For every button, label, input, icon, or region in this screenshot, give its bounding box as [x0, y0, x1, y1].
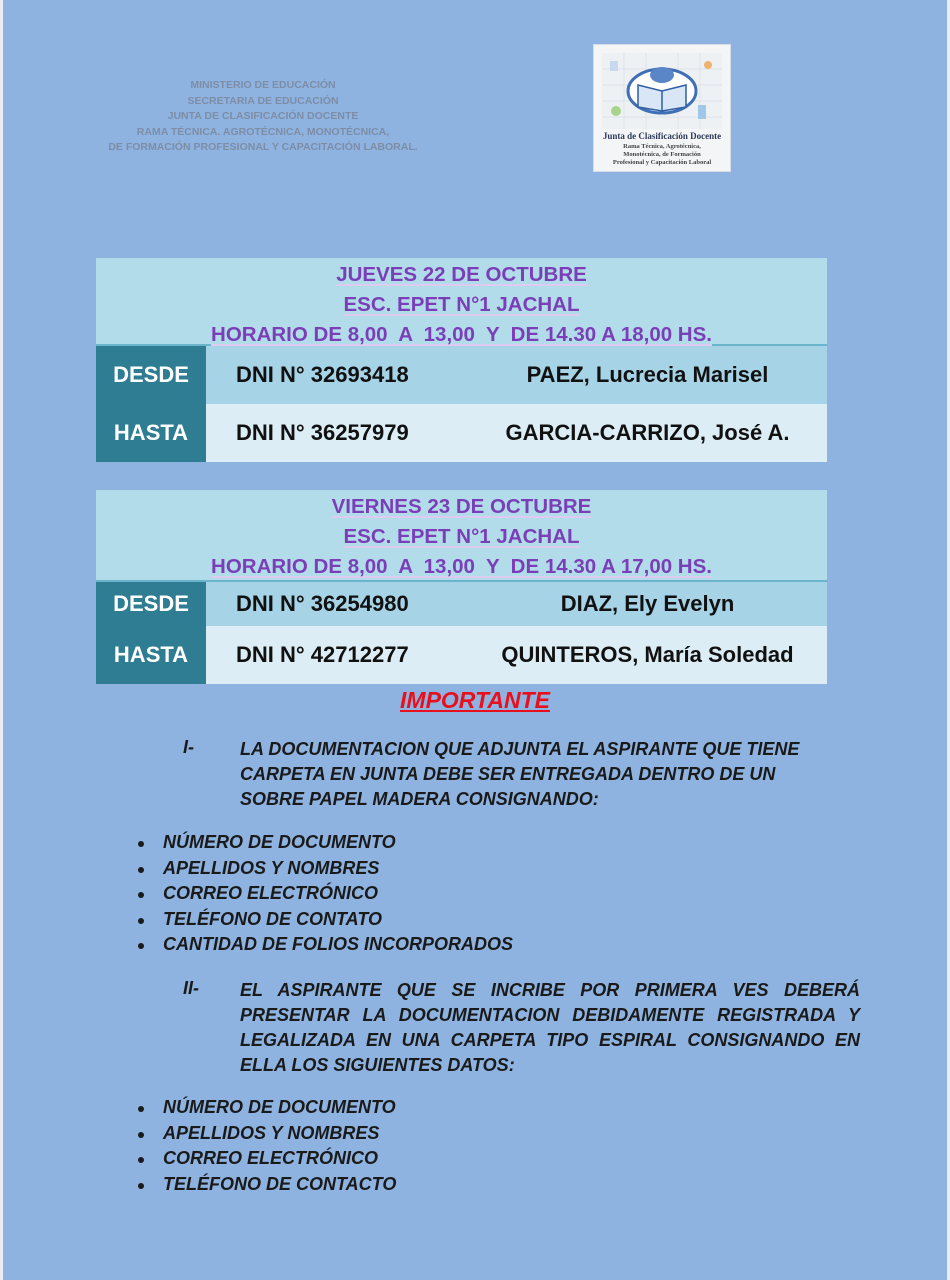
range-row-to [96, 626, 827, 684]
section-number: II- [183, 978, 199, 998]
header-line: SECRETARIA DE EDUCACIÓN [187, 94, 339, 107]
list-item: CORREO ELECTRÓNICO [138, 881, 513, 907]
section-number: I- [183, 737, 194, 757]
list-item: TELÉFONO DE CONTATO [138, 907, 513, 933]
schedule-hours: HORARIO DE 8,00 A 13,00 Y DE 14.30 A 17,00 HS. [211, 555, 712, 578]
header-line: RAMA TÉCNICA. AGROTÉCNICA, MONOTÉCNICA, [136, 125, 390, 138]
list-item: TELÉFONO DE CONTACTO [138, 1172, 396, 1198]
document-page [3, 0, 947, 1280]
schedule-school: ESC. EPET N°1 JACHAL [343, 525, 580, 548]
logo-subtitle: Rama Técnica, Agrotécnica, Monotécnica, de Formación Profesional y Capacitación Laboral [612, 143, 712, 166]
bullet-list [138, 830, 513, 958]
range-name: GARCIA-CARRIZO, José A. [505, 420, 790, 445]
range-row-from [96, 582, 827, 626]
range-dni: DNI N° 36257979 [236, 420, 409, 445]
schedule-hours: HORARIO DE 8,00 A 13,00 Y DE 14.30 A 18,00 HS. [211, 323, 712, 346]
bullet-list [138, 1095, 396, 1197]
range-label: HASTA [96, 626, 206, 684]
section-text: EL ASPIRANTE QUE SE INCRIBE POR PRIMERA VES DEBERÁ PRESENTAR LA DOCUMENTACION DEBIDAMENTE REGISTRADA Y LEGALIZADA EN UNA CARPETA TIPO ESPIRAL CONSIGNANDO EN ELLA LOS SIGUIENTES DATOS: [240, 980, 860, 1075]
range-dni: DNI N° 42712277 [236, 642, 409, 667]
range-name: DIAZ, Ely Evelyn [560, 591, 735, 616]
schedule-thursday [96, 258, 827, 462]
list-item: NÚMERO DE DOCUMENTO [138, 830, 513, 856]
book-emblem-icon [594, 45, 730, 131]
range-name: PAEZ, Lucrecia Marisel [526, 362, 769, 387]
list-item: CORREO ELECTRÓNICO [138, 1146, 396, 1172]
header-line: DE FORMACIÓN PROFESIONAL Y CAPACITACIÓN LABORAL. [108, 141, 418, 153]
important-title: IMPORTANTE [400, 687, 550, 713]
logo-title: Junta de Clasificación Docente [602, 131, 722, 141]
schedule-day: JUEVES 22 DE OCTUBRE [336, 263, 587, 286]
section-text: LA DOCUMENTACION QUE ADJUNTA EL ASPIRANTE QUE TIENE CARPETA EN JUNTA DEBE SER ENTREGADA DENTRO DE UN SOBRE PAPEL MADERA CONSIGNANDO: [240, 739, 800, 809]
list-item: APELLIDOS Y NOMBRES [138, 856, 513, 882]
range-row-to [96, 404, 827, 462]
schedule-header [96, 258, 827, 346]
schedule-school: ESC. EPET N°1 JACHAL [343, 293, 580, 316]
schedule-header [96, 490, 827, 582]
range-name: QUINTEROS, María Soledad [501, 642, 794, 667]
header-line: MINISTERIO DE EDUCACIÓN [190, 79, 336, 91]
list-item: APELLIDOS Y NOMBRES [138, 1121, 396, 1147]
range-label: DESDE [96, 346, 206, 404]
range-label: DESDE [96, 582, 206, 626]
range-label: HASTA [96, 404, 206, 462]
range-dni: DNI N° 36254980 [236, 591, 409, 616]
range-dni: DNI N° 32693418 [236, 362, 409, 387]
header-line: JUNTA DE CLASIFICACIÓN DOCENTE [167, 110, 359, 122]
list-item: CANTIDAD DE FOLIOS INCORPORADOS [138, 932, 513, 958]
junta-logo [593, 44, 731, 172]
schedule-day: VIERNES 23 DE OCTUBRE [331, 495, 592, 518]
ministry-header [93, 78, 433, 156]
schedule-friday [96, 490, 827, 684]
list-item: NÚMERO DE DOCUMENTO [138, 1095, 396, 1121]
range-row-from [96, 346, 827, 404]
